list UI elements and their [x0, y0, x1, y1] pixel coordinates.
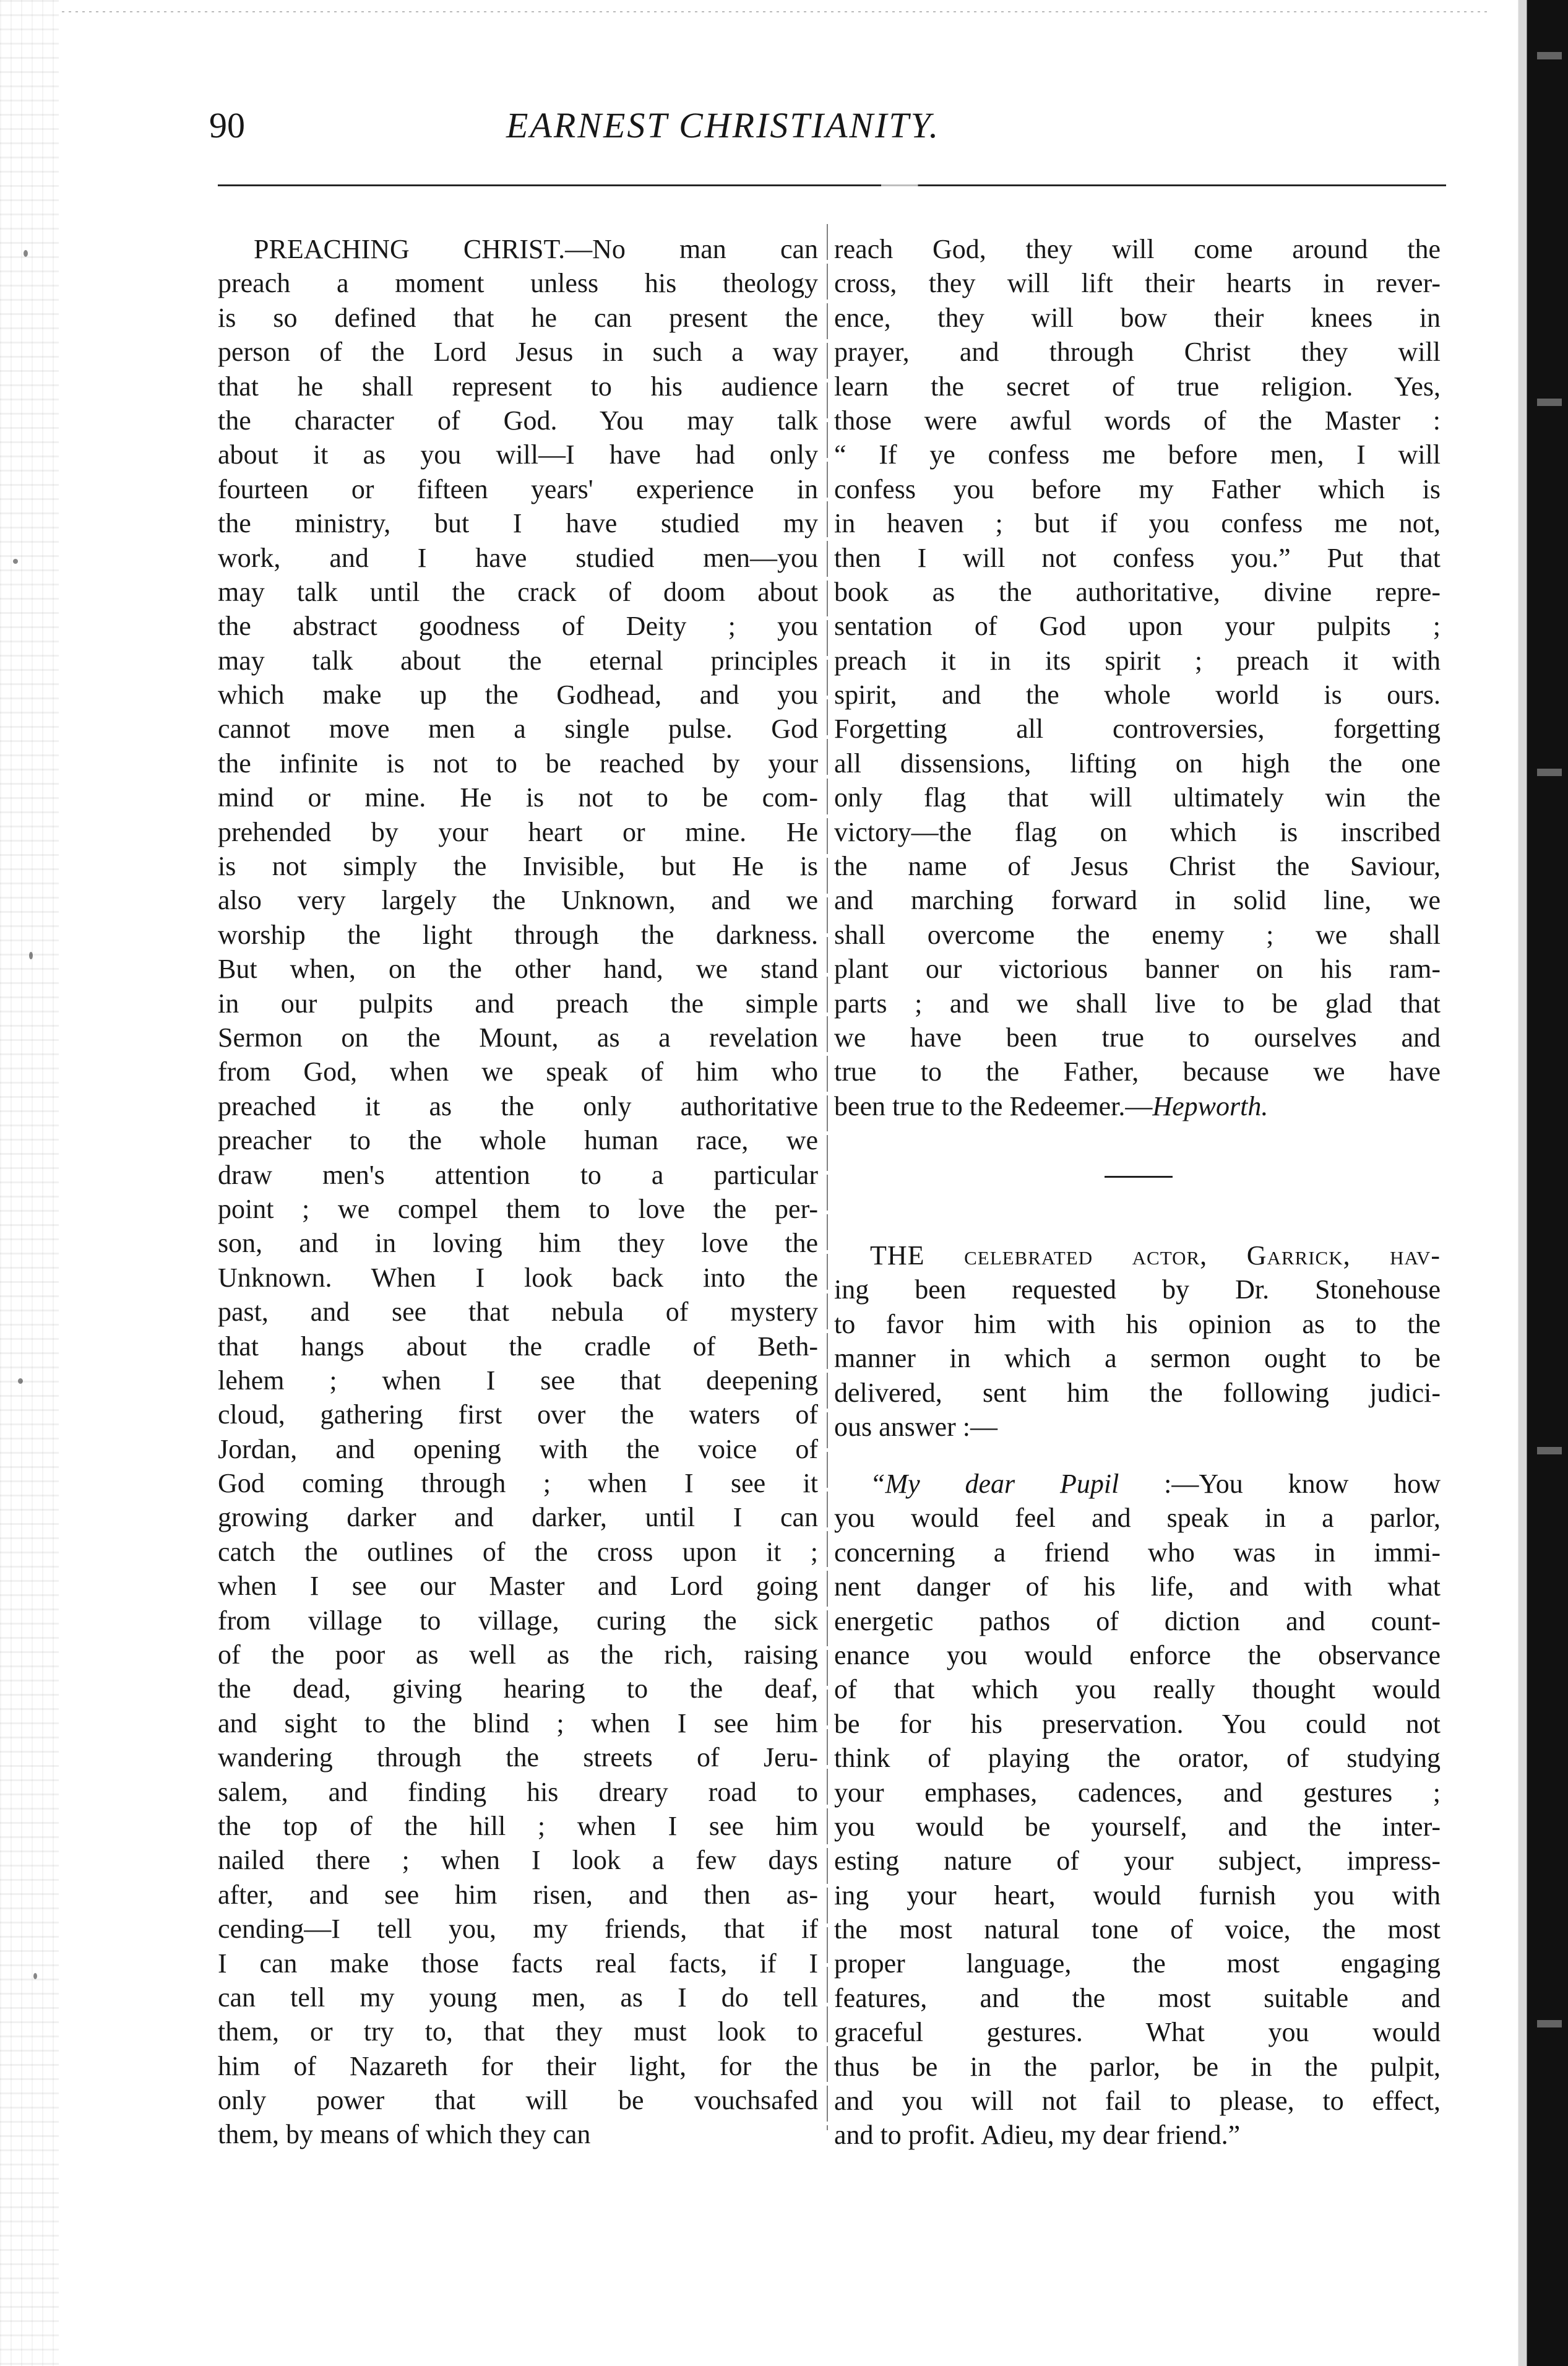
left-column — [218, 232, 818, 2152]
left-line: the dead, giving hearing to the deaf, — [218, 1673, 818, 1704]
left-line: I can make those facts real facts, if I — [218, 1948, 818, 1979]
left-line: preach a moment unless his theology — [218, 268, 818, 299]
left-line: can tell my young men, as I do tell — [218, 1982, 818, 2013]
letter-line: and you will not fail to please, to effect, — [834, 2086, 1441, 2117]
right-line: Forgetting all controversies, forgetting — [834, 714, 1441, 745]
right-line: then I will not confess you.” Put that — [834, 542, 1441, 573]
right-line: and marching forward in solid line, we — [834, 885, 1441, 916]
scan-speck — [1537, 2020, 1562, 2027]
left-line: Jordan, and opening with the voice of — [218, 1433, 818, 1464]
right-line: all dissensions, lifting on high the one — [834, 748, 1441, 779]
left-line: PREACHING CHRIST.—No man can — [254, 234, 818, 264]
right-line: reach God, they will come around the — [834, 234, 1441, 264]
left-line: past, and see that nebula of mystery — [218, 1297, 818, 1328]
running-title: EARNEST CHRISTIANITY. — [506, 105, 941, 145]
left-line: which make up the Godhead, and you — [218, 680, 818, 710]
letter-line: concerning a friend who was in immi- — [834, 1537, 1441, 1568]
garrick-line: ing been requested by Dr. Stonehouse — [834, 1274, 1441, 1305]
scan-speck — [33, 1973, 37, 1979]
right-line: in heaven ; but if you confess me not, — [834, 508, 1441, 539]
right-line: spirit, and the whole world is ours. — [834, 680, 1441, 710]
right-line: “ If ye confess me before men, I will — [834, 439, 1441, 470]
scan-speck — [24, 250, 28, 257]
left-line: But when, on the other hand, we stand — [218, 954, 818, 985]
garrick-line: to favor him with his opinion as to the — [834, 1308, 1441, 1339]
garrick-paragraph — [834, 1238, 1441, 1444]
letter-line: proper language, the most engaging — [834, 1948, 1441, 1979]
letter-salutation: “My dear Pupil — [870, 1469, 1119, 1499]
left-line: may talk until the crack of doom about — [218, 576, 818, 607]
right-line: the name of Jesus Christ the Saviour, — [834, 851, 1441, 882]
right-line: parts ; and we shall live to be glad that — [834, 988, 1441, 1019]
left-line: Sermon on the Mount, as a revelation — [218, 1022, 818, 1053]
left-line: cloud, gathering first over the waters of — [218, 1399, 818, 1430]
right-column — [834, 232, 1441, 1123]
right-line: true to the Father, because we have — [834, 1056, 1441, 1087]
left-line: is not simply the Invisible, but He is — [218, 851, 818, 882]
left-line: him of Nazareth for their light, for the — [218, 2050, 818, 2081]
letter-line: the most natural tone of voice, the most — [834, 1914, 1441, 1945]
right-line: preach it in its spirit ; preach it with — [834, 645, 1441, 676]
letter-line: think of playing the orator, of studying — [834, 1743, 1441, 1774]
left-line: the infinite is not to be reached by your — [218, 748, 818, 779]
letter-line: nent danger of his life, and with what — [834, 1571, 1441, 1602]
top-scan-line — [62, 11, 1488, 12]
left-line: that he shall represent to his audience — [218, 371, 818, 402]
left-line: son, and in loving him they love the — [218, 1228, 818, 1259]
left-line: them, or try to, that they must look to — [218, 2016, 818, 2047]
left-line: the character of God. You may talk — [218, 405, 818, 436]
left-line: preached it as the only authoritative — [218, 1090, 818, 1121]
letter-line: thus be in the parlor, be in the pulpit, — [834, 2051, 1441, 2082]
left-line: is so defined that he can present the — [218, 302, 818, 333]
left-line: God coming through ; when I see it — [218, 1468, 818, 1499]
right-line: prayer, and through Christ they will — [834, 337, 1441, 368]
left-line: wandering through the streets of Jeru- — [218, 1742, 818, 1773]
right-line: confess you before my Father which is — [834, 473, 1441, 504]
left-line: nailed there ; when I look a few days — [218, 1845, 818, 1876]
letter-line: of that which you really thought would — [834, 1674, 1441, 1705]
letter-line: energetic pathos of diction and count- — [834, 1605, 1441, 1636]
garrick-line: delivered, sent him the following judici- — [834, 1377, 1441, 1408]
right-line: those were awful words of the Master : — [834, 405, 1441, 436]
author-signature: Hepworth. — [1152, 1090, 1269, 1121]
letter-line: you would feel and speak in a parlor, — [834, 1503, 1441, 1534]
left-line: work, and I have studied men—you — [218, 542, 818, 573]
letter-line: and to profit. Adieu, my dear friend.” — [834, 2120, 1241, 2151]
right-line: book as the authoritative, divine repre- — [834, 576, 1441, 607]
scan-speck — [1537, 399, 1562, 406]
closing-text: been true to the Redeemer.— — [834, 1090, 1153, 1121]
left-line: only power that will be vouchsafed — [218, 2085, 818, 2116]
left-line: lehem ; when I see that deepening — [218, 1365, 818, 1396]
letter-line: graceful gestures. What you would — [834, 2017, 1441, 2048]
left-line: point ; we compel them to love the per- — [218, 1193, 818, 1224]
right-line: ence, they will bow their knees in — [834, 302, 1441, 333]
left-line: person of the Lord Jesus in such a way — [218, 337, 818, 368]
right-line: victory—the flag on which is inscribed — [834, 816, 1441, 847]
left-line: from God, when we speak of him who — [218, 1056, 818, 1087]
header-rule — [218, 184, 1446, 186]
section-divider — [1105, 1176, 1173, 1178]
scan-speck — [1537, 769, 1562, 776]
left-line: the abstract goodness of Deity ; you — [218, 611, 818, 642]
left-line: also very largely the Unknown, and we — [218, 885, 818, 916]
left-line: in our pulpits and preach the simple — [218, 988, 818, 1019]
left-line: fourteen or fifteen years' experience in — [218, 473, 818, 504]
right-line: learn the secret of true religion. Yes, — [834, 371, 1441, 402]
left-line: them, by means of which they can — [218, 2119, 591, 2150]
left-line: after, and see him risen, and then as- — [218, 1879, 818, 1910]
left-line: preacher to the whole human race, we — [218, 1125, 818, 1156]
garrick-line: manner in which a sermon ought to be — [834, 1343, 1441, 1374]
letter-line: your emphases, cadences, and gestures ; — [834, 1777, 1441, 1808]
left-line: Unknown. When I look back into the — [218, 1262, 818, 1293]
left-scan-margin — [0, 0, 59, 2366]
scan-speck — [18, 1378, 23, 1384]
left-line: from village to village, curing the sick — [218, 1605, 818, 1636]
left-line: mind or mine. He is not to be com- — [218, 782, 818, 813]
right-line: shall overcome the enemy ; we shall — [834, 919, 1441, 950]
left-line: prehended by your heart or mine. He — [218, 816, 818, 847]
right-line: plant our victorious banner on his ram- — [834, 954, 1441, 985]
letter-line: enance you would enforce the observance — [834, 1639, 1441, 1670]
right-line: sentation of God upon your pulpits ; — [834, 611, 1441, 642]
garrick-line: ous answer :— — [834, 1411, 997, 1442]
left-line: the top of the hill ; when I see him — [218, 1810, 818, 1841]
left-line: of the poor as well as the rich, raising — [218, 1639, 818, 1670]
left-line: cending—I tell you, my friends, that if — [218, 1914, 818, 1945]
left-line: the ministry, but I have studied my — [218, 508, 818, 539]
left-line: draw men's attention to a particular — [218, 1159, 818, 1190]
letter-opening-line — [834, 1467, 1441, 1501]
letter-line: ing your heart, would furnish you with — [834, 1880, 1441, 1911]
letter-line: esting nature of your subject, impress- — [834, 1846, 1441, 1876]
letter-line: be for his preservation. You could not — [834, 1708, 1441, 1739]
garrick-line: THE celebrated actor, Garrick, hav- — [870, 1240, 1441, 1271]
left-line: may talk about the eternal principles — [218, 645, 818, 676]
scan-speck — [13, 559, 18, 564]
left-line: growing darker and darker, until I can — [218, 1502, 818, 1533]
left-line: catch the outlines of the cross upon it ; — [218, 1536, 818, 1567]
left-line: about it as you will—I have had only — [218, 439, 818, 470]
right-line: cross, they will lift their hearts in rever- — [834, 268, 1441, 299]
left-line: salem, and finding his dreary road to — [218, 1776, 818, 1807]
letter-opening-text: :—You know how — [1119, 1469, 1441, 1499]
right-line: only flag that will ultimately win the — [834, 782, 1441, 813]
right-scan-edge — [1507, 0, 1568, 2366]
right-line: we have been true to ourselves and — [834, 1022, 1441, 1053]
page-number: 90 — [209, 105, 245, 145]
scan-speck — [1537, 1447, 1562, 1454]
left-line: worship the light through the darkness. — [218, 919, 818, 950]
left-line: cannot move men a single pulse. God — [218, 714, 818, 745]
scan-speck — [1537, 52, 1562, 59]
scan-speck — [29, 952, 33, 959]
garrick-letter — [834, 1467, 1441, 2152]
left-line: that hangs about the cradle of Beth- — [218, 1331, 818, 1362]
letter-line: features, and the most suitable and — [834, 1982, 1441, 2013]
column-divider — [827, 224, 828, 2130]
letter-line: you would be yourself, and the inter- — [834, 1811, 1441, 1842]
left-line: when I see our Master and Lord going — [218, 1571, 818, 1602]
hepworth-closing-line — [834, 1089, 1441, 1123]
left-line: and sight to the blind ; when I see him — [218, 1708, 818, 1738]
